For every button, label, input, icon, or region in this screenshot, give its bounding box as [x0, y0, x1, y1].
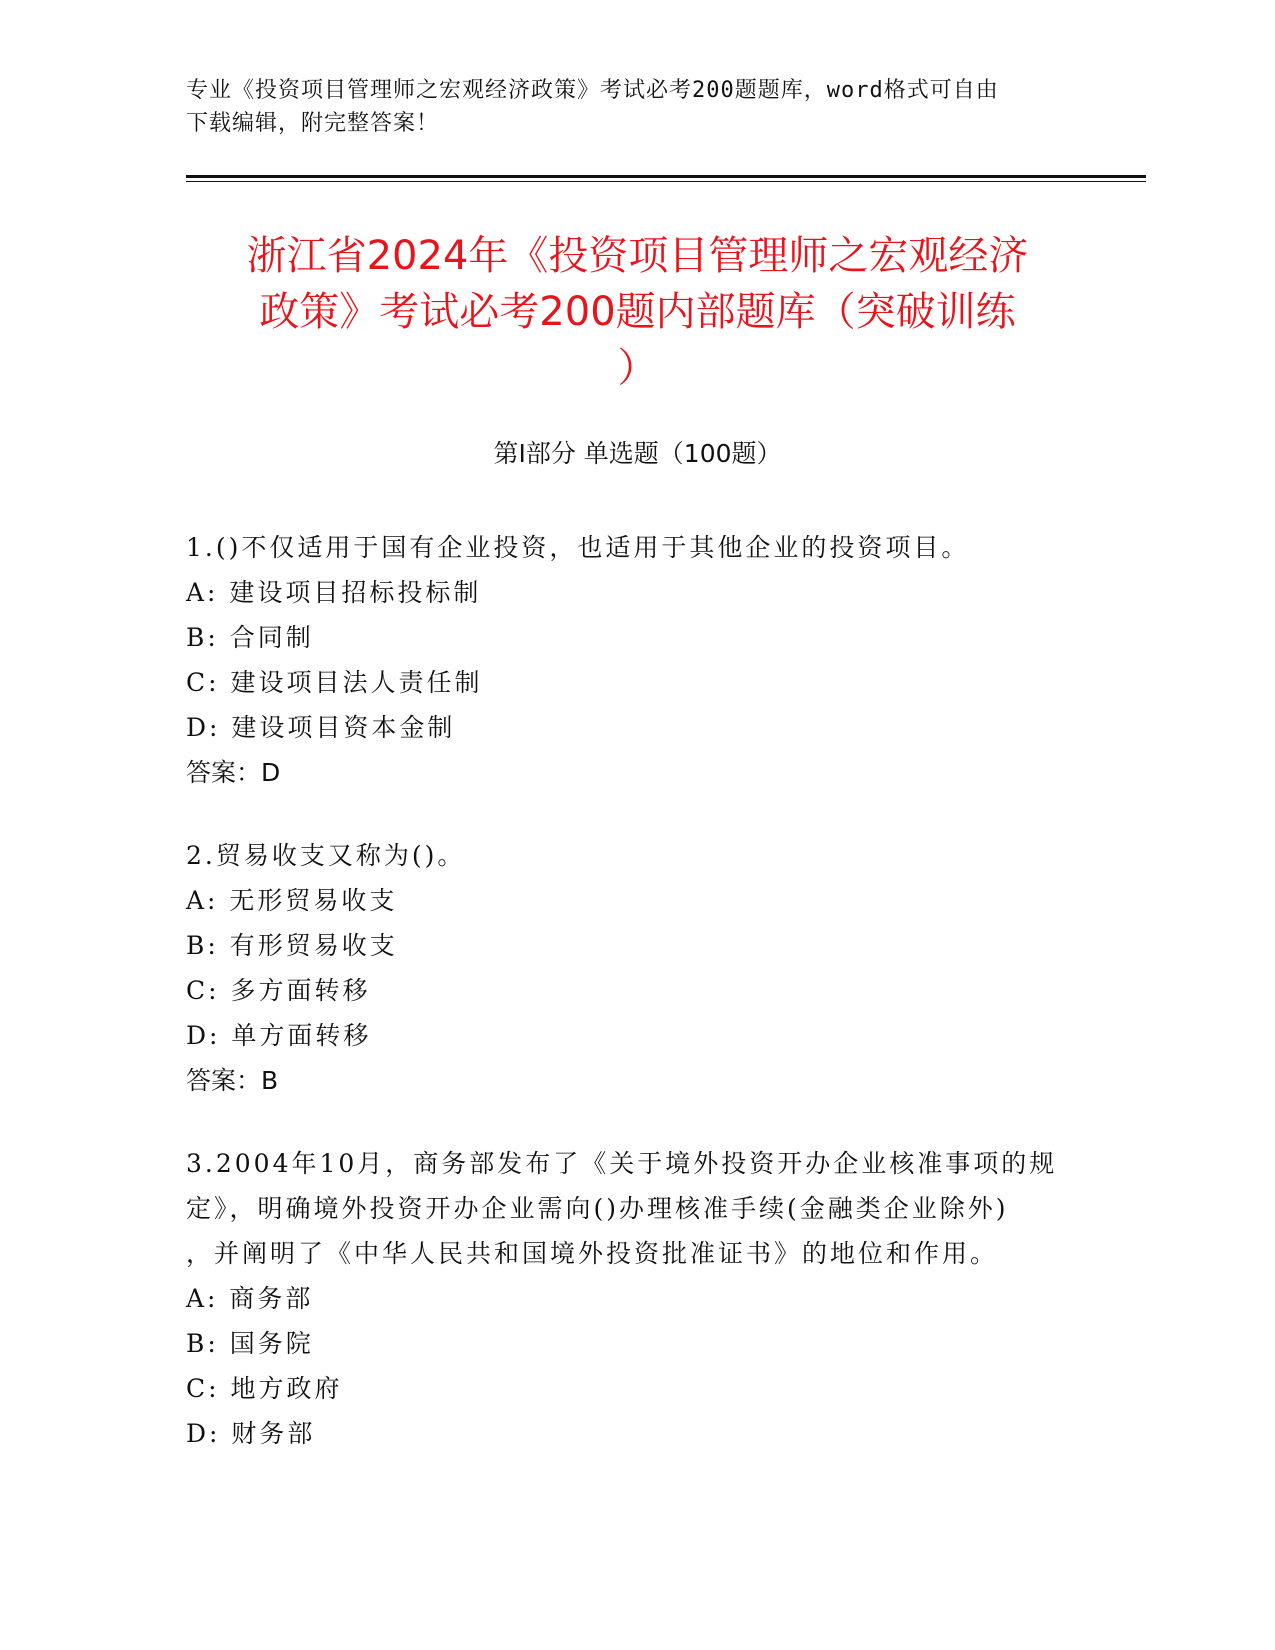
answer-line: 答案：B: [186, 1066, 279, 1095]
question-stem: 1.()不仅适用于国有企业投资，也适用于其他企业的投资项目。: [186, 533, 970, 562]
option-a: A: 无形贸易收支: [186, 886, 398, 915]
option-a: A: 建设项目招标投标制: [186, 578, 482, 607]
option-c: C: 地方政府: [186, 1374, 343, 1403]
option-b: B: 合同制: [186, 623, 314, 652]
document-title: [150, 228, 1125, 396]
option-d: D: 财务部: [186, 1419, 316, 1448]
option-b: B: 有形贸易收支: [186, 931, 398, 960]
option-b: B: 国务院: [186, 1329, 314, 1358]
header-divider-thin: [186, 181, 1146, 182]
document-title-line: 政策》考试必考200题内部题库（突破训练: [259, 289, 1016, 335]
question-stem: 2.贸易收支又称为()。: [186, 841, 466, 870]
question-item: [186, 833, 1086, 1103]
header-divider-thick: [186, 175, 1146, 178]
option-c: C: 建设项目法人责任制: [186, 668, 483, 697]
option-d: D: 建设项目资本金制: [186, 713, 456, 742]
question-stem: 定》，明确境外投资开办企业需向()办理核准手续(金融类企业除外): [186, 1194, 1009, 1223]
question-item: [186, 525, 1086, 795]
question-stem: ，并阐明了《中华人民共和国境外投资批准证书》的地位和作用。: [186, 1239, 999, 1268]
option-a: A: 商务部: [186, 1284, 314, 1313]
document-title-line: ）: [617, 345, 658, 391]
option-d: D: 单方面转移: [186, 1021, 372, 1050]
question-item: [186, 1141, 1086, 1456]
header-note-line: 专业《投资项目管理师之宏观经济政策》考试必考200题题库，word格式可自由: [186, 78, 999, 103]
option-c: C: 多方面转移: [186, 976, 371, 1005]
header-note-line: 下载编辑，附完整答案！: [186, 111, 440, 136]
question-list: [186, 525, 1086, 1494]
document-title-line: 浙江省2024年《投资项目管理师之宏观经济: [246, 233, 1029, 279]
section-title: 第I部分 单选题（100题）: [493, 439, 782, 468]
answer-line: 答案：D: [186, 758, 281, 787]
header-note: [186, 74, 1086, 140]
question-stem: 3.2004年10月，商务部发布了《关于境外投资开办企业核准事项的规: [186, 1149, 1058, 1178]
